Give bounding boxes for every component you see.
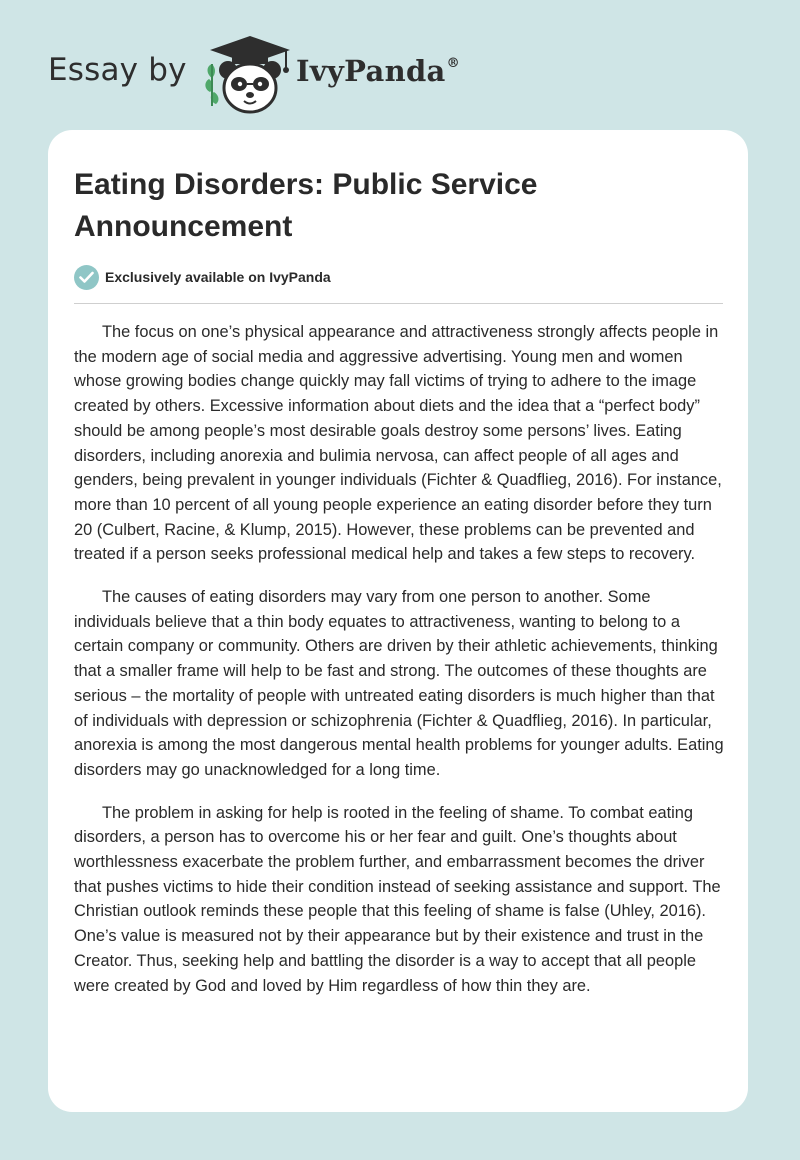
brand-name xyxy=(296,54,460,88)
exclusive-badge xyxy=(74,264,331,290)
panda-graduate-icon xyxy=(202,34,298,116)
essay-body xyxy=(74,320,724,1016)
paragraph: The focus on one’s physical appearance and attractiveness strongly affects people in the modern age of social media and aggressive advertising. Young men and women whose growing bodies change quickly may fall victims of trying to adhere to the image created by others. Excessive information about diets and the idea that a “perfect body” should be among people’s most desirable goals destroy some persons’ lives. Eating disorders, including anorexia and bulimia nervosa, can affect people of all ages and genders, being prevalent in younger individuals (Fichter & Quadflieg, 2016). For instance, more than 10 percent of all young people experience an eating disorder before they turn 20 (Culbert, Racine, & Klump, 2015). However, these problems can be prevented and treated if a person seeks professional medical help and takes a few steps to recovery. xyxy=(74,323,722,564)
essay-card xyxy=(48,130,748,1112)
site-header xyxy=(48,28,748,118)
brand-name-text: IvyPanda xyxy=(296,54,446,88)
registered-mark: ® xyxy=(446,56,460,71)
paragraph: The problem in asking for help is rooted in the feeling of shame. To combat eating disorders, a person has to overcome his or her fear and guilt. One’s thoughts about worthlessness exacerbate the problem further, and embarrassment becomes the driver that pushes victims to hide their condition instead of seeking assistance and support. The Christian outlook reminds these people that this feeling of shame is false (Uhley, 2016). One’s value is measured not by their appearance but by their existence and trust in the Creator. Thus, seeking help and battling the disorder is a way to accept that all people were created by God and loved by Him regardless of how thin they are. xyxy=(74,803,721,995)
paragraph: The causes of eating disorders may vary from one person to another. Some individuals believe that a thin body equates to attractiveness, wanting to belong to a certain company or community. Others are driven by their athletic achievements, thinking that a smaller frame will help to be fast and strong. The outcomes of these thoughts are serious – the mortality of people with untreated eating disorders is much higher than that of individuals with depression or schizophrenia (Fichter & Quadflieg, 2016). In particular, anorexia is among the most dangerous mental health problems for younger adults. Eating disorders may go unacknowledged for a long time. xyxy=(74,588,724,779)
divider xyxy=(74,303,723,304)
page-title: Eating Disorders: Public Service Announcement xyxy=(74,168,538,243)
essay-by-label: Essay by xyxy=(48,52,187,88)
check-circle-icon xyxy=(74,265,99,290)
exclusive-label: Exclusively available on IvyPanda xyxy=(105,269,331,285)
